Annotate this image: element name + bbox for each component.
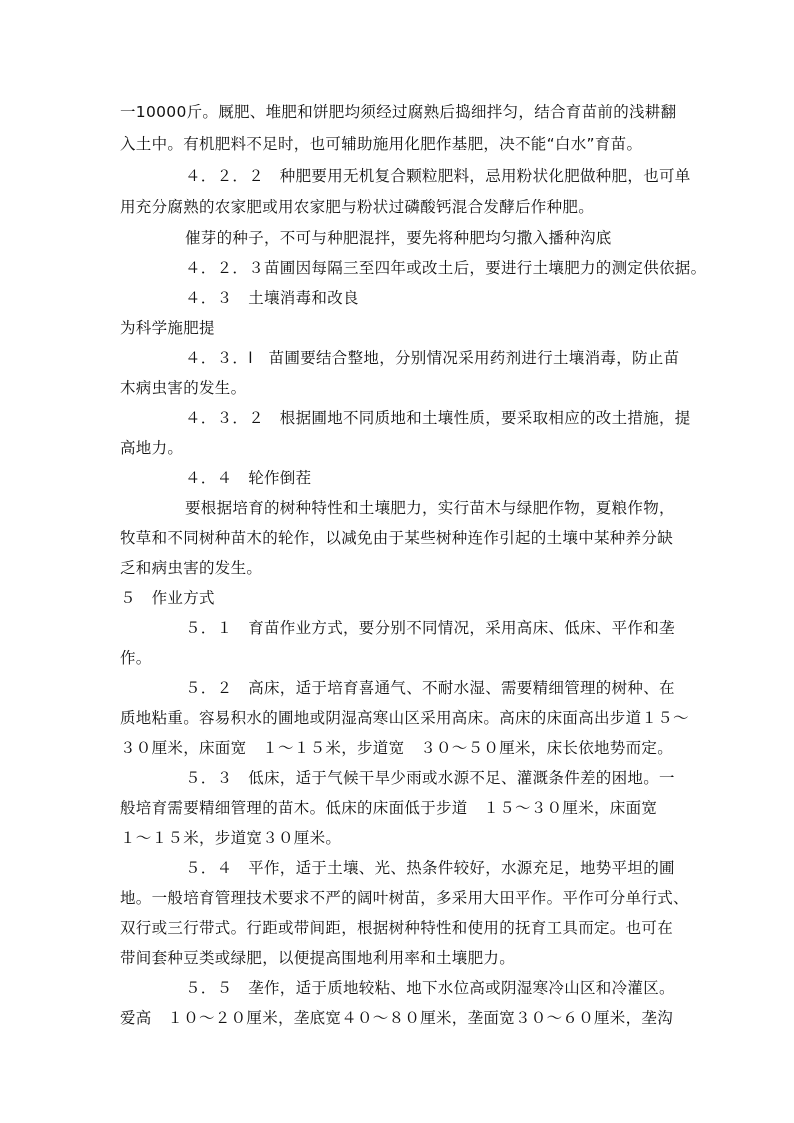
section-5-3: ５．３ 低床，适于气候干旱少雨或水源不足、灌溉条件差的困地。一 <box>185 769 675 787</box>
body-text-line: 催芽的种子，不可与种肥混拌，要先将种肥均匀撒入播种沟底 <box>185 229 612 247</box>
section-4-3-2: ４．３．２ 根据圃地不同质地和土壤性质，要采取相应的改土措施，提 <box>185 409 691 427</box>
body-text-line: 爱高 １０～２０厘米，垄底宽４０～８０厘米，垄面宽３０～６０厘米，垄沟 <box>120 1009 674 1027</box>
heading-4-4: ４．４ 轮作倒茬 <box>185 469 312 487</box>
body-text-line: 木病虫害的发生。 <box>120 379 247 397</box>
body-text-line: 为科学施肥提 <box>120 319 215 337</box>
section-5-2: ５．２ 高床，适于培育喜通气、不耐水湿、需要精细管理的树种、在 <box>185 679 675 697</box>
section-4-2-3: ４．２．３苗圃因每隔三至四年或改土后，要进行土壤肥力的测定供依据。 <box>185 259 707 277</box>
section-5-1: ５．１ 育苗作业方式，要分别不同情况，采用高床、低床、平作和垄 <box>185 619 675 637</box>
body-text-line: 地。一般培育管理技术要求不严的阔叶树苗，多采用大田平作。平作可分单行式、 <box>120 889 689 907</box>
body-text-line: 一10000斤。厩肥、堆肥和饼肥均须经过腐熟后捣细拌匀，结合育苗前的浅耕翻 <box>120 103 677 121</box>
body-text-line: 乏和病虫害的发生。 <box>120 559 263 577</box>
body-text-line: 般培育需要精细管理的苗木。低床的床面低于步道 １５～３０厘米，床面宽 <box>120 799 658 817</box>
section-5-4: ５．４ 平作，适于土壤、光、热条件较好，水源充足，地势平坦的圃 <box>185 859 675 877</box>
body-text-line: 双行或三行带式。行距或带间距，根据树种特性和使用的抚育工具而定。也可在 <box>120 919 674 937</box>
body-text-line: 入土中。有机肥料不足时，也可辅助施用化肥作基肥，决不能“白水”育苗。 <box>120 135 643 153</box>
body-text-line: 牧草和不同树种苗木的轮作，以减免由于某些树种连作引起的土壤中某种养分缺 <box>120 529 674 547</box>
body-text-line: ３０厘米，床面宽 １～１５米，步道宽 ３０～５０厘米，床长依地势而定。 <box>120 739 674 757</box>
section-5-5: ５．５ 垄作，适于质地较粘、地下水位高或阴湿寒冷山区和冷灌区。 <box>185 979 675 997</box>
heading-5: ５ 作业方式 <box>120 589 215 607</box>
section-4-2-2: ４．２．２ 种肥要用无机复合颗粒肥料，忌用粉状化肥做种肥，也可单 <box>185 167 691 185</box>
body-text-line: 质地粘重。容易积水的圃地或阴湿高寒山区采用高床。高床的床面高出步道１５～ <box>120 709 689 727</box>
heading-4-3: ４．３ 土壤消毒和改良 <box>185 289 359 307</box>
body-text-line: 带间套种豆类或绿肥，以便提高围地利用率和土壤肥力。 <box>120 949 516 967</box>
body-text-line: 作。 <box>120 649 152 667</box>
body-text-line: 用充分腐熟的农家肥或用农家肥与粉状过磷酸钙混合发酵后作种肥。 <box>120 198 595 216</box>
body-text-line: 高地力。 <box>120 439 184 457</box>
section-4-3-1: ４．３．l 苗圃要结合整地，分别情况采用药剂进行土壤消毒，防止苗 <box>185 349 680 367</box>
body-text-line: １～１５米，步道宽３０厘米。 <box>120 829 342 847</box>
body-text-line: 要根据培育的树种特性和土壤肥力，实行苗木与绿肥作物，夏粮作物， <box>185 499 675 517</box>
